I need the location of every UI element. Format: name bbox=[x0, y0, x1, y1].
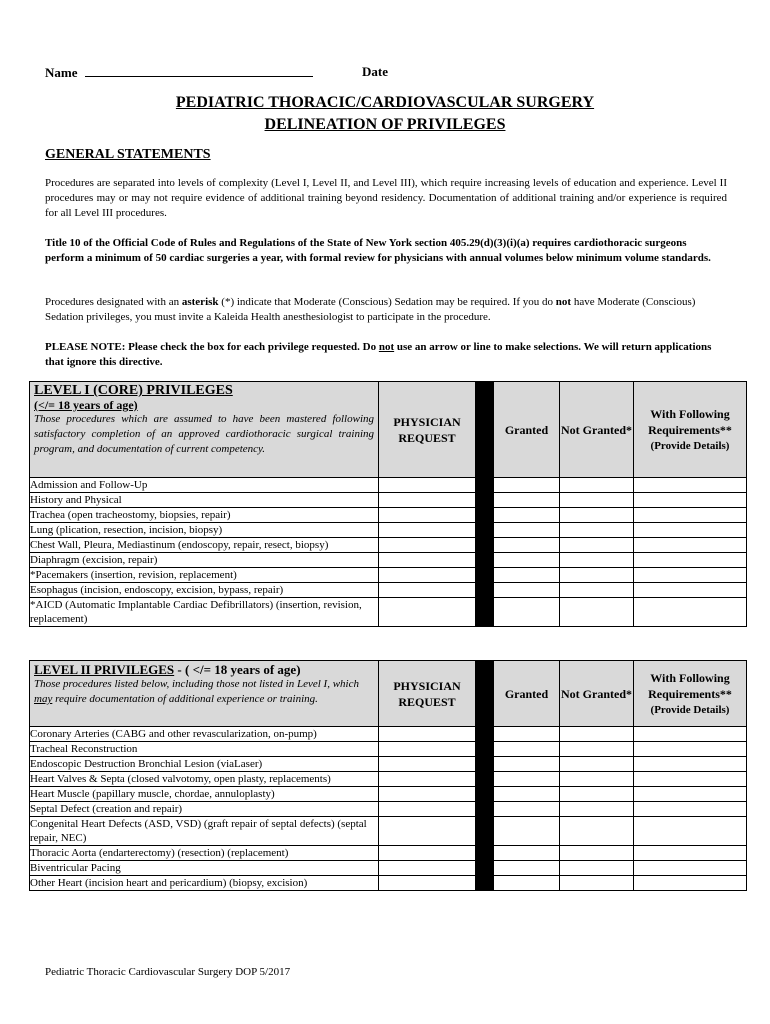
not-granted-checkbox[interactable] bbox=[560, 493, 634, 508]
privilege-name: Coronary Arteries (CABG and other revascularization, on-pump) bbox=[30, 727, 379, 742]
physician-request-checkbox[interactable] bbox=[379, 817, 476, 846]
separator-cell bbox=[476, 802, 494, 817]
granted-checkbox[interactable] bbox=[494, 508, 560, 523]
granted-checkbox[interactable] bbox=[494, 861, 560, 876]
para3-not: not bbox=[555, 296, 572, 308]
physician-request-checkbox[interactable] bbox=[379, 523, 476, 538]
physician-request-checkbox[interactable] bbox=[379, 846, 476, 861]
separator-column bbox=[476, 382, 494, 478]
level2-desc-a: Those procedures listed below, including those not listed in Level I, which bbox=[34, 678, 359, 690]
separator-cell bbox=[476, 493, 494, 508]
privilege-name: Congenital Heart Defects (ASD, VSD) (graft repair of septal defects) (septal repair, NEC) bbox=[30, 817, 379, 846]
privilege-name: Other Heart (incision heart and pericardium) (biopsy, excision) bbox=[30, 876, 379, 891]
privilege-name: *Pacemakers (insertion, revision, replacement) bbox=[30, 568, 379, 583]
level1-privilege-row bbox=[30, 523, 747, 538]
level2-privilege-row bbox=[30, 846, 747, 861]
not-granted-checkbox[interactable] bbox=[560, 861, 634, 876]
para3-part-b: (*) indicate that Moderate (Conscious) Sedation may be required. If you do bbox=[218, 296, 556, 308]
level2-desc-b: require documentation of additional experience or training. bbox=[52, 693, 318, 705]
level2-privilege-row bbox=[30, 817, 747, 846]
level2-privilege-row bbox=[30, 876, 747, 891]
privilege-name: Endoscopic Destruction Bronchial Lesion (viaLaser) bbox=[30, 757, 379, 772]
not-granted-checkbox[interactable] bbox=[560, 787, 634, 802]
requirements-details-cell[interactable] bbox=[634, 757, 747, 772]
physician-request-checkbox[interactable] bbox=[379, 553, 476, 568]
requirements-details-cell[interactable] bbox=[634, 523, 747, 538]
granted-checkbox[interactable] bbox=[494, 727, 560, 742]
level2-heading-cell bbox=[30, 661, 379, 727]
level1-privilege-row bbox=[30, 568, 747, 583]
not-granted-checkbox[interactable] bbox=[560, 727, 634, 742]
physician-request-checkbox[interactable] bbox=[379, 787, 476, 802]
granted-checkbox[interactable] bbox=[494, 568, 560, 583]
separator-cell bbox=[476, 846, 494, 861]
physician-request-checkbox[interactable] bbox=[379, 493, 476, 508]
separator-cell bbox=[476, 817, 494, 846]
granted-checkbox[interactable] bbox=[494, 583, 560, 598]
granted-checkbox[interactable] bbox=[494, 553, 560, 568]
separator-cell bbox=[476, 772, 494, 787]
general-statements-heading: GENERAL STATEMENTS bbox=[45, 147, 211, 162]
level2-title-suffix: - ( </= 18 years of age) bbox=[174, 662, 301, 677]
footer-text: Pediatric Thoracic Cardiovascular Surgery DOP 5/2017 bbox=[45, 966, 291, 978]
para4-part-b: use an arrow or line to make selections. We will return applications that ignore this directive. bbox=[45, 341, 712, 368]
privilege-name: *AICD (Automatic Implantable Cardiac Defibrillators) (insertion, revision, replacement) bbox=[30, 598, 379, 627]
physician-request-checkbox[interactable] bbox=[379, 742, 476, 757]
level1-description: Those procedures which are assumed to have been mastered following satisfactory completion of an approved cardiothoracic surgical training program, and documentation of current competency. bbox=[34, 413, 374, 455]
with-following-label: With Following Requirements** bbox=[648, 406, 732, 437]
level1-subtitle: (</= 18 years of age) bbox=[34, 398, 138, 412]
physician-request-header: PHYSICIAN REQUEST bbox=[379, 661, 476, 727]
provide-details-label: (Provide Details) bbox=[650, 439, 730, 452]
para3-part-a: Procedures designated with an bbox=[45, 296, 182, 308]
name-input-line[interactable] bbox=[85, 64, 313, 77]
granted-checkbox[interactable] bbox=[494, 538, 560, 553]
level2-title-row bbox=[30, 661, 378, 677]
granted-checkbox[interactable] bbox=[494, 598, 560, 627]
requirements-details-cell[interactable] bbox=[634, 861, 747, 876]
requirements-details-cell[interactable] bbox=[634, 568, 747, 583]
level1-title: LEVEL I (CORE) PRIVILEGES bbox=[34, 383, 233, 398]
separator-cell bbox=[476, 861, 494, 876]
level1-privilege-row bbox=[30, 583, 747, 598]
requirements-details-cell[interactable] bbox=[634, 817, 747, 846]
requirements-details-cell[interactable] bbox=[634, 598, 747, 627]
requirements-details-cell[interactable] bbox=[634, 508, 747, 523]
not-granted-checkbox[interactable] bbox=[560, 553, 634, 568]
not-granted-checkbox[interactable] bbox=[560, 876, 634, 891]
date-label: Date bbox=[362, 64, 388, 79]
not-granted-checkbox[interactable] bbox=[560, 583, 634, 598]
physician-request-checkbox[interactable] bbox=[379, 757, 476, 772]
privilege-name: Chest Wall, Pleura, Mediastinum (endoscopy, repair, resect, biopsy) bbox=[30, 538, 379, 553]
separator-cell bbox=[476, 787, 494, 802]
provide-details-label: (Provide Details) bbox=[650, 703, 730, 716]
physician-request-checkbox[interactable] bbox=[379, 802, 476, 817]
requirements-details-cell[interactable] bbox=[634, 538, 747, 553]
separator-cell bbox=[476, 876, 494, 891]
physician-request-checkbox[interactable] bbox=[379, 598, 476, 627]
requirements-details-cell[interactable] bbox=[634, 787, 747, 802]
separator-cell bbox=[476, 598, 494, 627]
separator-cell bbox=[476, 553, 494, 568]
granted-checkbox[interactable] bbox=[494, 493, 560, 508]
level1-heading-cell bbox=[30, 382, 379, 478]
level2-privilege-row bbox=[30, 757, 747, 772]
requirements-details-cell[interactable] bbox=[634, 876, 747, 891]
not-granted-checkbox[interactable] bbox=[560, 598, 634, 627]
with-following-header bbox=[634, 382, 747, 478]
not-granted-checkbox[interactable] bbox=[560, 846, 634, 861]
para4-not: not bbox=[378, 341, 395, 353]
not-granted-checkbox[interactable] bbox=[560, 538, 634, 553]
general-paragraph-2: Title 10 of the Official Code of Rules and Regulations of the State of New York section 405.29(d)(3)(i)(a) requires cardiothoracic surgeons perform a minimum of 50 cardiac surgeries a year, with formal review for physicians with annual volumes below minimum volume standards. bbox=[45, 237, 711, 264]
level1-privilege-row bbox=[30, 538, 747, 553]
name-label: Name bbox=[45, 65, 78, 80]
privilege-name: Diaphragm (excision, repair) bbox=[30, 553, 379, 568]
general-paragraph-3 bbox=[45, 295, 727, 325]
with-following-label: With Following Requirements** bbox=[648, 670, 732, 701]
separator-cell bbox=[476, 508, 494, 523]
physician-request-checkbox[interactable] bbox=[379, 876, 476, 891]
level2-privilege-row bbox=[30, 861, 747, 876]
level1-privilege-row bbox=[30, 553, 747, 568]
level2-header-row bbox=[30, 661, 747, 727]
separator-column bbox=[476, 661, 494, 727]
physician-request-checkbox[interactable] bbox=[379, 727, 476, 742]
privilege-name: Heart Valves & Septa (closed valvotomy, open plasty, replacements) bbox=[30, 772, 379, 787]
physician-request-checkbox[interactable] bbox=[379, 583, 476, 598]
privilege-name: Biventricular Pacing bbox=[30, 861, 379, 876]
physician-request-checkbox[interactable] bbox=[379, 772, 476, 787]
requirements-details-cell[interactable] bbox=[634, 553, 747, 568]
granted-checkbox[interactable] bbox=[494, 876, 560, 891]
level2-title: LEVEL II PRIVILEGES bbox=[34, 662, 175, 677]
requirements-details-cell[interactable] bbox=[634, 846, 747, 861]
para3-asterisk: asterisk bbox=[181, 296, 219, 308]
with-following-header bbox=[634, 661, 747, 727]
not-granted-checkbox[interactable] bbox=[560, 568, 634, 583]
level1-privilege-row bbox=[30, 493, 747, 508]
level2-privileges-table bbox=[29, 660, 747, 891]
requirements-details-cell[interactable] bbox=[634, 772, 747, 787]
requirements-details-cell[interactable] bbox=[634, 802, 747, 817]
level2-desc-may: may bbox=[34, 693, 53, 705]
granted-checkbox[interactable] bbox=[494, 742, 560, 757]
privilege-name: Heart Muscle (papillary muscle, chordae, annuloplasty) bbox=[30, 787, 379, 802]
level1-header-row bbox=[30, 382, 747, 478]
date-field bbox=[362, 64, 398, 80]
level1-privilege-row bbox=[30, 508, 747, 523]
requirements-details-cell[interactable] bbox=[634, 742, 747, 757]
not-granted-checkbox[interactable] bbox=[560, 757, 634, 772]
granted-checkbox[interactable] bbox=[494, 523, 560, 538]
requirements-details-cell[interactable] bbox=[634, 493, 747, 508]
general-paragraph-1: Procedures are separated into levels of complexity (Level I, Level II, and Level III), which require increasing levels of education and experience. Level II procedures may or may not require evidence of additional training beyond residency. Documentation of additional training and/or experience is required for all Level III procedures. bbox=[45, 177, 727, 219]
privilege-name: Admission and Follow-Up bbox=[30, 478, 379, 493]
name-field bbox=[45, 64, 313, 81]
not-granted-checkbox[interactable] bbox=[560, 508, 634, 523]
granted-checkbox[interactable] bbox=[494, 846, 560, 861]
physician-request-checkbox[interactable] bbox=[379, 568, 476, 583]
separator-cell bbox=[476, 742, 494, 757]
granted-checkbox[interactable] bbox=[494, 817, 560, 846]
level1-privileges-table bbox=[29, 381, 747, 627]
level2-privilege-row bbox=[30, 742, 747, 757]
physician-request-header: PHYSICIAN REQUEST bbox=[379, 382, 476, 478]
level2-privilege-row bbox=[30, 772, 747, 787]
separator-cell bbox=[476, 757, 494, 772]
separator-cell bbox=[476, 538, 494, 553]
granted-checkbox[interactable] bbox=[494, 478, 560, 493]
not-granted-checkbox[interactable] bbox=[560, 802, 634, 817]
not-granted-checkbox[interactable] bbox=[560, 772, 634, 787]
privilege-name: Thoracic Aorta (endarterectomy) (resection) (replacement) bbox=[30, 846, 379, 861]
not-granted-header: Not Granted* bbox=[560, 382, 634, 478]
granted-checkbox[interactable] bbox=[494, 787, 560, 802]
granted-checkbox[interactable] bbox=[494, 802, 560, 817]
privilege-name: Esophagus (incision, endoscopy, excision, bypass, repair) bbox=[30, 583, 379, 598]
physician-request-checkbox[interactable] bbox=[379, 508, 476, 523]
requirements-details-cell[interactable] bbox=[634, 478, 747, 493]
separator-cell bbox=[476, 478, 494, 493]
privilege-name: Trachea (open tracheostomy, biopsies, repair) bbox=[30, 508, 379, 523]
not-granted-checkbox[interactable] bbox=[560, 817, 634, 846]
please-note-paragraph bbox=[45, 340, 727, 370]
form-title-line1: PEDIATRIC THORACIC/CARDIOVASCULAR SURGERY bbox=[175, 94, 595, 111]
privilege-name: History and Physical bbox=[30, 493, 379, 508]
level2-privilege-row bbox=[30, 787, 747, 802]
requirements-details-cell[interactable] bbox=[634, 583, 747, 598]
para4-part-a: PLEASE NOTE: Please check the box for each privilege requested. Do bbox=[45, 341, 379, 353]
privilege-name: Septal Defect (creation and repair) bbox=[30, 802, 379, 817]
not-granted-checkbox[interactable] bbox=[560, 523, 634, 538]
separator-cell bbox=[476, 523, 494, 538]
form-title-line2: DELINEATION OF PRIVILEGES bbox=[264, 116, 506, 133]
separator-cell bbox=[476, 583, 494, 598]
separator-cell bbox=[476, 568, 494, 583]
level2-privilege-row bbox=[30, 727, 747, 742]
level1-privilege-row bbox=[30, 598, 747, 627]
physician-request-checkbox[interactable] bbox=[379, 478, 476, 493]
separator-cell bbox=[476, 727, 494, 742]
granted-header: Granted bbox=[494, 382, 560, 478]
physician-request-checkbox[interactable] bbox=[379, 538, 476, 553]
level2-description bbox=[30, 677, 378, 709]
granted-header: Granted bbox=[494, 661, 560, 727]
granted-checkbox[interactable] bbox=[494, 772, 560, 787]
para3-part-c: have Moderate (Conscious) Sedation privileges, you must invite a Kaleida Health anesthesiologist to participate in the procedure. bbox=[45, 296, 696, 323]
granted-checkbox[interactable] bbox=[494, 757, 560, 772]
level2-privilege-row bbox=[30, 802, 747, 817]
privilege-name: Lung (plication, resection, incision, biopsy) bbox=[30, 523, 379, 538]
requirements-details-cell[interactable] bbox=[634, 727, 747, 742]
level1-privilege-row bbox=[30, 478, 747, 493]
privilege-name: Tracheal Reconstruction bbox=[30, 742, 379, 757]
not-granted-checkbox[interactable] bbox=[560, 478, 634, 493]
physician-request-checkbox[interactable] bbox=[379, 861, 476, 876]
not-granted-header: Not Granted* bbox=[560, 661, 634, 727]
not-granted-checkbox[interactable] bbox=[560, 742, 634, 757]
